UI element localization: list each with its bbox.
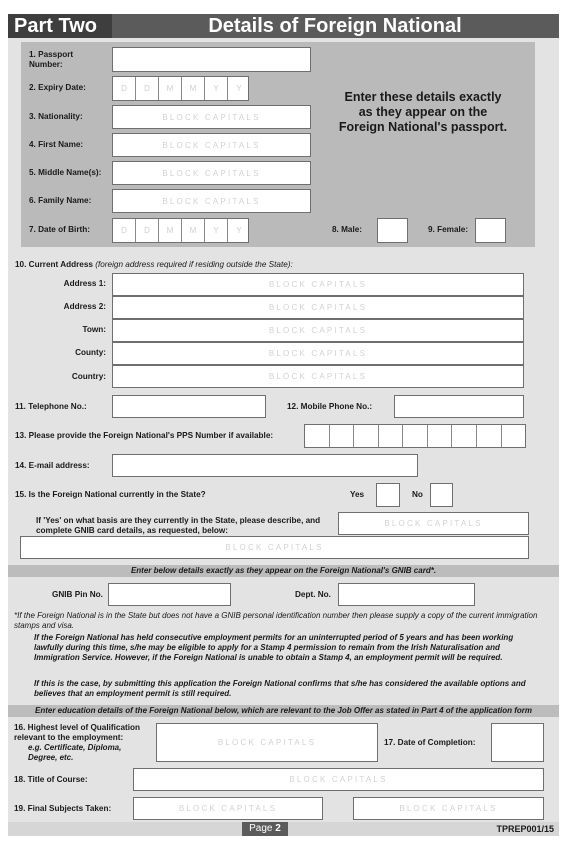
date-cell-year: Y [236, 84, 242, 93]
address-2-field[interactable]: BLOCK CAPITALS [112, 296, 524, 319]
middle-names-label: 5. Middle Name(s): [29, 168, 102, 177]
town-field[interactable]: BLOCK CAPITALS [112, 319, 524, 342]
pps-cell [354, 425, 379, 447]
section-title: Details of Foreign National [208, 15, 462, 37]
female-label: 9. Female: [428, 225, 469, 234]
pps-cell [502, 425, 526, 447]
address-1-field[interactable]: BLOCK CAPITALS [112, 273, 524, 296]
date-cell-day: D [136, 77, 159, 100]
education-band: Enter education details of the Foreign National below, which are relevant to the Job Offer as stated in Part 4 of the application form [8, 705, 559, 717]
final-subjects-field-1[interactable]: BLOCK CAPITALS [133, 797, 323, 820]
family-name-field[interactable]: BLOCK CAPITALS [112, 189, 311, 213]
country-label: Country: [71, 372, 106, 381]
passport-number-field[interactable] [112, 47, 311, 72]
no-label: No [412, 490, 423, 499]
completion-date-label: 17. Date of Completion: [384, 738, 476, 747]
date-cell-year: Y [205, 77, 228, 100]
page-number: 2 [275, 823, 281, 834]
expiry-date-field[interactable] [112, 76, 249, 101]
expiry-date-label: 2. Expiry Date: [29, 83, 86, 92]
confirmation-paragraph: If this is the case, by submitting this application the Foreign National confirms that s/he has considered the available options and believes that an employment permit is still required. [34, 679, 526, 698]
dob-label: 7. Date of Birth: [29, 225, 90, 234]
nationality-field[interactable]: BLOCK CAPITALS [112, 105, 311, 129]
address-heading [15, 260, 535, 270]
dept-no-field[interactable] [338, 583, 475, 606]
in-state-question: 15. Is the Foreign National currently in the State? [15, 490, 206, 499]
qualification-field[interactable]: BLOCK CAPITALS [156, 723, 378, 762]
course-title-label: 18. Title of Course: [14, 775, 88, 784]
date-cell-day: D [136, 219, 159, 242]
date-cell-month: M [182, 77, 205, 100]
part-label: Part Two [14, 15, 97, 37]
qualification-examples: e.g. Certificate, Diploma, Degree, etc. [28, 743, 122, 762]
telephone-field[interactable] [112, 395, 266, 418]
passport-number-label: 1. Passport Number: [29, 50, 74, 69]
date-cell-month: M [159, 77, 182, 100]
qualification-label: 16. Highest level of Qualification relevant to the employment: [14, 723, 141, 742]
county-field[interactable]: BLOCK CAPITALS [112, 342, 524, 365]
date-cell-year: Y [236, 226, 242, 235]
course-title-field[interactable]: BLOCK CAPITALS [133, 768, 544, 791]
date-cell-day: D [113, 77, 136, 100]
gnib-pin-field[interactable] [108, 583, 231, 606]
town-label: Town: [82, 325, 106, 334]
pps-cell [477, 425, 502, 447]
county-label: County: [75, 348, 106, 357]
yes-checkbox[interactable] [376, 483, 400, 507]
date-cell-day: D [113, 219, 136, 242]
yes-label: Yes [350, 490, 365, 499]
email-field[interactable] [112, 454, 418, 477]
female-checkbox[interactable] [475, 218, 506, 243]
first-name-field[interactable]: BLOCK CAPITALS [112, 133, 311, 157]
pps-label: 13. Please provide the Foreign National's PPS Number if available: [15, 431, 274, 440]
basis-field[interactable]: BLOCK CAPITALS [338, 512, 529, 535]
middle-names-field[interactable]: BLOCK CAPITALS [112, 161, 311, 185]
first-name-label: 4. First Name: [29, 140, 84, 149]
date-cell-year: Y [205, 219, 228, 242]
address-2-label: Address 2: [63, 302, 106, 311]
form-code: TPREP001/15 [496, 824, 554, 834]
telephone-label: 11. Telephone No.: [15, 402, 87, 411]
male-label: 8. Male: [332, 225, 363, 234]
pps-cell [428, 425, 452, 447]
pps-cell [330, 425, 354, 447]
nationality-label: 3. Nationality: [29, 112, 83, 121]
stamp4-paragraph: If the Foreign National has held consecutive employment permits for an uninterrupted period of 5 years and has been working lawfully during this time, s/he may be eligible to apply for a Stamp 4 permission to remain from the Irish Naturalisation and Immigration Service. However, if the Foreign National is unable to obtain a Stamp 4, an employment permit will be required. [34, 633, 514, 662]
completion-date-field[interactable] [491, 723, 544, 762]
pps-cell [403, 425, 428, 447]
gnib-band: Enter below details exactly as they appear on the Foreign National's GNIB card*. [8, 565, 559, 577]
family-name-label: 6. Family Name: [29, 196, 92, 205]
date-cell-month: M [159, 219, 182, 242]
page-label: Page [249, 823, 273, 834]
address-heading-number: 10. Current Address [15, 260, 93, 269]
pps-cell [305, 425, 330, 447]
pps-cell [379, 425, 403, 447]
address-heading-note: (foreign address required if residing outside the State): [95, 260, 293, 269]
date-cell-month: M [182, 219, 205, 242]
male-checkbox[interactable] [377, 218, 408, 243]
page-number-box [242, 822, 288, 836]
gnib-footnote: *If the Foreign National is in the State but does not have a GNIB personal identification number then please supply a copy of the current immigration stamps and visa. [14, 611, 538, 630]
gnib-pin-label: GNIB Pin No. [52, 590, 103, 599]
country-field[interactable]: BLOCK CAPITALS [112, 365, 524, 388]
mobile-field[interactable] [394, 395, 524, 418]
final-subjects-field-2[interactable]: BLOCK CAPITALS [353, 797, 544, 820]
basis-question: If 'Yes' on what basis are they currently in the State, please describe, and complete GNIB card details, as requested, below: [36, 516, 321, 535]
address-1-label: Address 1: [63, 279, 106, 288]
basis-details-field[interactable]: BLOCK CAPITALS [20, 536, 529, 559]
email-label: 14. E-mail address: [15, 461, 90, 470]
dob-field[interactable] [112, 218, 249, 243]
final-subjects-label: 19. Final Subjects Taken: [14, 804, 112, 813]
passport-instruction: Enter these details exactly as they appear on the Foreign National's passport. [338, 90, 508, 134]
no-checkbox[interactable] [430, 483, 453, 507]
pps-field[interactable] [304, 424, 526, 448]
dept-no-label: Dept. No. [295, 590, 331, 599]
pps-cell [452, 425, 477, 447]
mobile-label: 12. Mobile Phone No.: [287, 402, 373, 411]
